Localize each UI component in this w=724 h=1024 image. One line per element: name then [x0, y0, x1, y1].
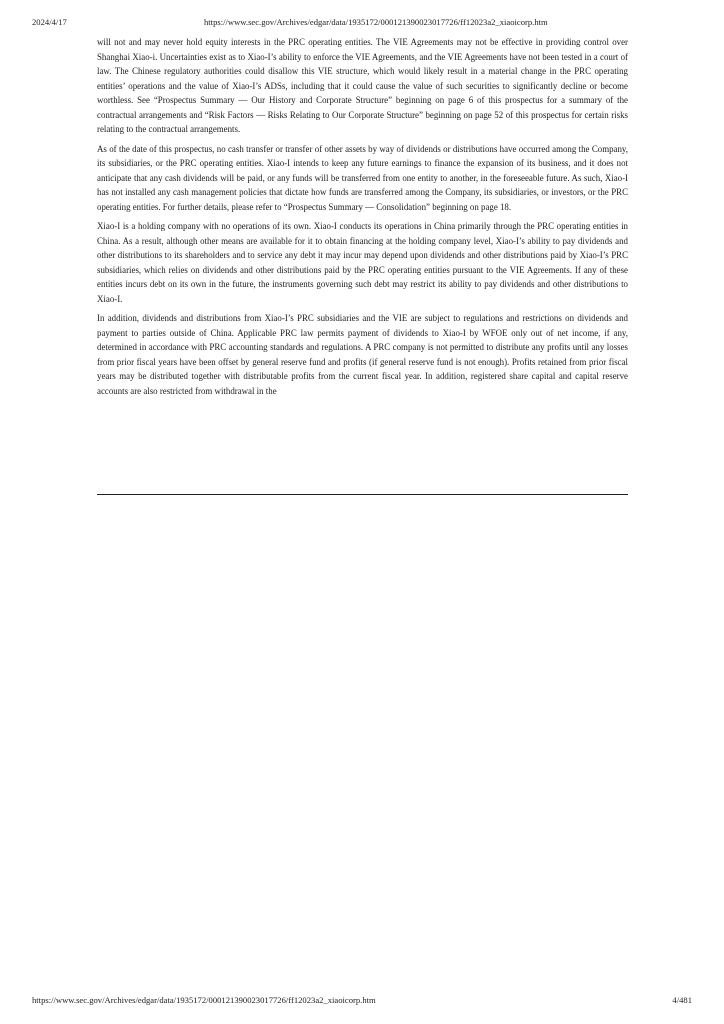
page-number: 4/481	[672, 995, 692, 1005]
paragraph-dividend-restrictions: In addition, dividends and distributions from Xiao-I’s PRC subsidiaries and the VIE are subject to regulations and restrictions on dividends and payment to parties outside of China. Applicable PRC law permits payment of dividends to Xiao-I by WFOE only out of net income, if any, determined in accordance with PRC accounting standards and regulations. A PRC company is not permitted to distribute any profits until any losses from prior fiscal years have been offset by general reserve fund and profits (if general reserve fund is not enough). Profits retained from prior fiscal years may be distributed together with distributable profits from the current fiscal year. In addition, registered share capital and capital reserve accounts are also restricted from withdrawal in the	[97, 313, 628, 396]
header-url: https://www.sec.gov/Archives/edgar/data/1935172/000121390023017726/ff12023a2_xiaoicorp.htm	[204, 17, 548, 27]
print-date: 2024/4/17	[32, 17, 67, 27]
section-divider	[97, 494, 628, 495]
paragraph-cash-transfer: As of the date of this prospectus, no cash transfer or transfer of other assets by way of dividends or distributions have occurred among the Company, its subsidiaries, or the PRC operating entities. Xiao-I intends to keep any future earnings to finance the expansion of its business, and it does not anticipate that any cash dividends will be paid, or any funds will be transferred from one entity to another, in the foreseeable future. As such, Xiao-I has not installed any cash management policies that dictate how funds are transferred among the Company, its subsidiaries, or investors, or the PRC operating entities. For further details, please refer to “Prospectus Summary — Consolidation” beginning on page 18.	[97, 143, 628, 212]
paragraph-holding-company: Xiao-I is a holding company with no operations of its own. Xiao-I conducts its operations in China primarily through the PRC operating entities in China. As a result, although other means are available for it to obtain financing at the holding company level, Xiao-I’s ability to pay dividends and other distributions to its shareholders and to service any debt it may incur may depend upon dividends and other distributions paid by Xiao-I’s PRC subsidiaries, which relies on dividends and other distributions paid by the PRC operating entities pursuant to the VIE Agreements. If any of these entities incurs debt on its own in the future, the instruments governing such debt may restrict its ability to pay dividends and other distributions to Xiao-I.	[97, 221, 628, 304]
document-body	[97, 35, 628, 403]
paragraph-vie-agreements: will not and may never hold equity interests in the PRC operating entities. The VIE Agreements may not be effective in providing control over Shanghai Xiao-i. Uncertainties exist as to Xiao-I’s ability to enforce the VIE Agreements, and the VIE Agreements have not been tested in a court of law. The Chinese regulatory authorities could disallow this VIE structure, which would likely result in a material change in the PRC operating entities’ operations and the value of Xiao-I’s ADSs, including that it could cause the value of such securities to significantly decline or become worthless. See “Prospectus Summary — Our History and Corporate Structure” beginning on page 6 of this prospectus for a summary of the contractual arrangements and “Risk Factors — Risks Relating to Our Corporate Structure” beginning on page 52 of this prospectus for certain risks relating to the contractual arrangements.	[97, 37, 628, 134]
footer-url: https://www.sec.gov/Archives/edgar/data/1935172/000121390023017726/ff12023a2_xiaoicorp.htm	[32, 995, 376, 1005]
